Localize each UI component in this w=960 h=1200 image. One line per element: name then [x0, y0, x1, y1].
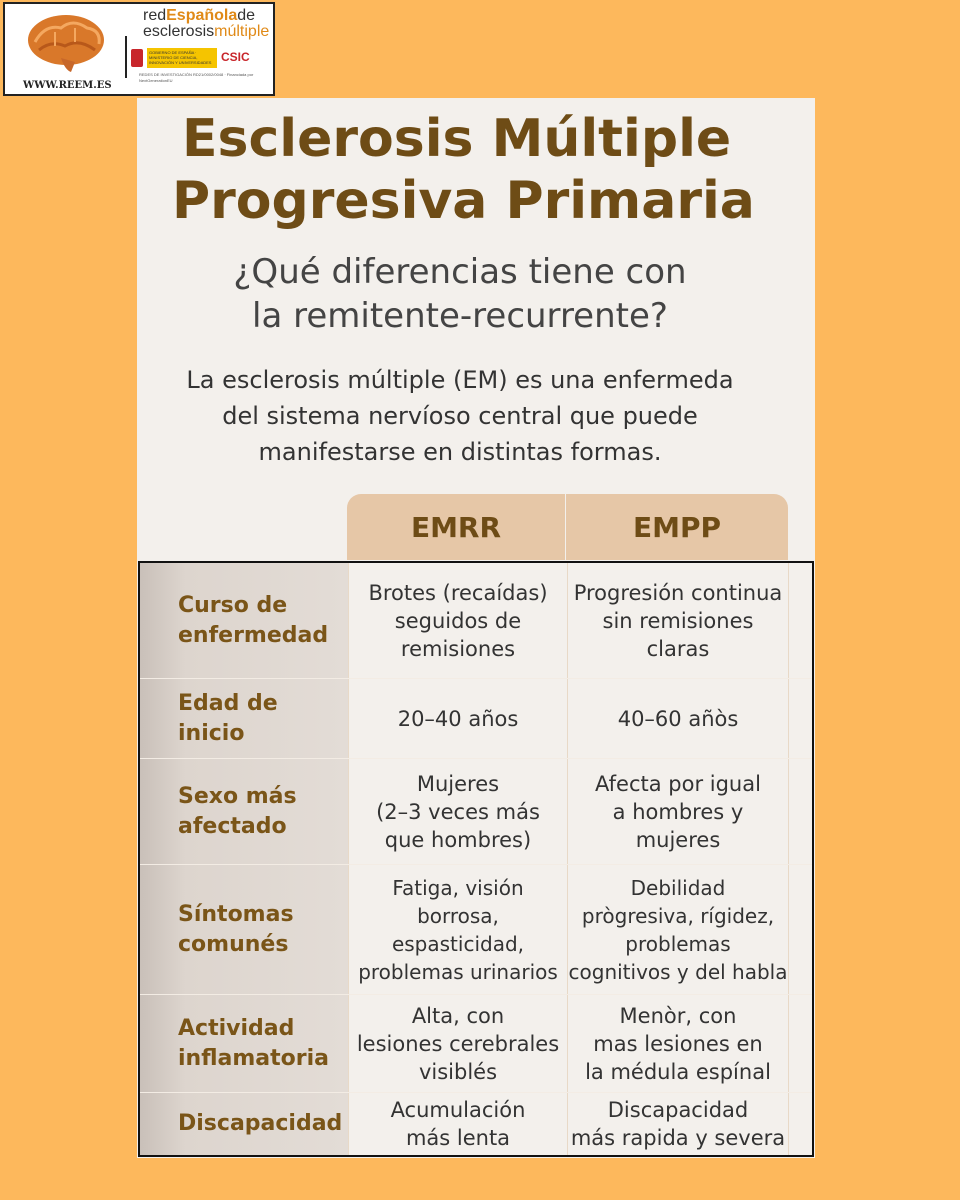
header-divider: [565, 494, 566, 560]
emrr-cell: Alta, con lesiones cerebrales visiblés: [348, 995, 567, 1092]
page-title: Esclerosis Múltiple Progresiva Primaria: [172, 109, 755, 231]
government-logo: [131, 48, 217, 68]
logo-divider: [125, 36, 127, 78]
table-row-symptoms: [140, 865, 812, 995]
table-row-sex: [140, 759, 812, 865]
ministry-label: GOBIERNO DE ESPAÑA · MINISTERIO DE CIENCIA, INNOVACIÓN Y UNIVERSIDADES: [147, 48, 217, 68]
empp-cell: 40–60 añòs: [567, 679, 789, 758]
emrr-cell: Mujeres (2–3 veces más que hombres): [348, 759, 567, 864]
logo-box: [3, 2, 275, 96]
row-label: Edad de inicio: [178, 690, 278, 746]
table-row-disability: [140, 1093, 812, 1155]
emrr-cell: 20–40 años: [348, 679, 567, 758]
empp-cell: Debilidad prògresiva, rígidez, problemas cognitivos y del habla: [567, 865, 789, 994]
table-row-course: [140, 563, 812, 679]
table-row-onset-age: [140, 679, 812, 759]
table-row-inflammation: [140, 995, 812, 1093]
row-label: Discapacidad: [178, 1111, 343, 1136]
empp-cell: Discapacidad más rapida y severa: [567, 1093, 789, 1155]
csic-logo: CSIC: [221, 50, 250, 64]
column-header-empp: EMPP: [566, 494, 788, 560]
emrr-cell: Acumulación más lenta: [348, 1093, 567, 1155]
row-label: Sexo más afectado: [178, 783, 297, 839]
logo-fine-print: REDES DE INVESTIGACIÓN RD21/0002/0048 · Financiada por NextGenerationEU: [139, 72, 254, 83]
row-label: Actividad inflamatoria: [178, 1015, 329, 1071]
empp-cell: Menòr, con mas lesiones en la médula espínal: [567, 995, 789, 1092]
row-label: Curso de enfermedad: [178, 592, 329, 648]
brain-logo-icon: [25, 12, 107, 74]
comparison-table: [138, 561, 814, 1157]
coat-of-arms-icon: [131, 49, 143, 67]
row-label: Síntomas comunés: [178, 901, 294, 957]
network-name: redEspañolade esclerosismúltiple: [143, 7, 270, 40]
subtitle: ¿Qué diferencias tiene con la remitente-recurrente?: [233, 252, 687, 336]
empp-cell: Afecta por igual a hombres y mujeres: [567, 759, 789, 864]
emrr-cell: Brotes (recaídas) seguidos de remisiones: [348, 563, 567, 678]
empp-cell: Progresión continua sin remisiones claras: [567, 563, 789, 678]
intro-paragraph: La esclerosis múltiple (EM) es una enfermeda del sistema nervíoso central que puede manifestarse en distintas formas.: [186, 366, 734, 466]
emrr-cell: Fatiga, visión borrosa, espasticidad, problemas urinarios: [348, 865, 567, 994]
website-url: WWW.REEM.ES: [23, 80, 112, 91]
column-header-emrr: EMRR: [347, 494, 565, 560]
